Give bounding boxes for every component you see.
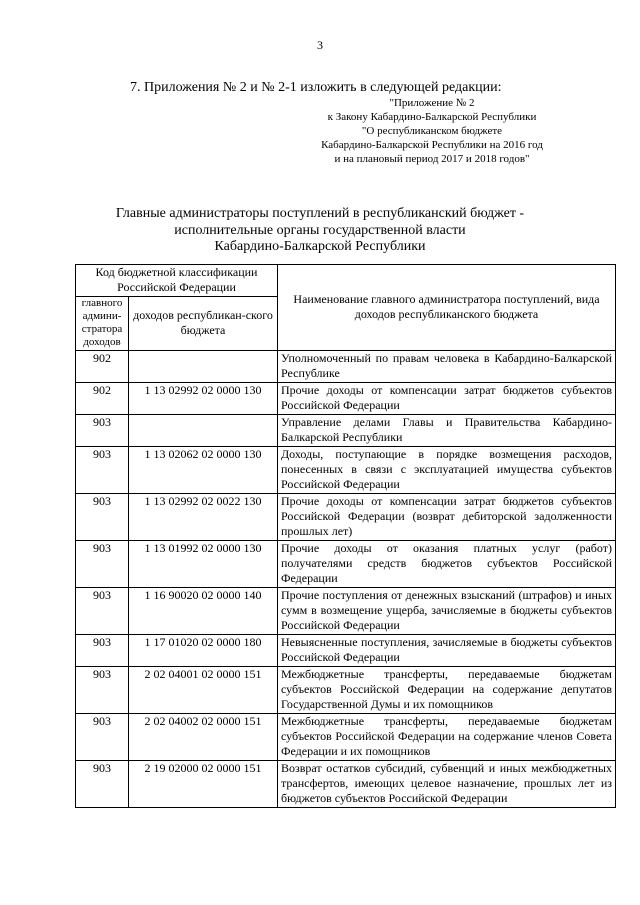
cell-income-code: 2 02 04001 02 0000 151 [129, 667, 278, 714]
header-admin-code: главного админи-стратора доходов [76, 297, 129, 351]
cell-admin-code: 903 [76, 635, 129, 667]
table-row [76, 541, 616, 588]
appendix-line: Кабардино-Балкарской Республики на 2016 год [321, 139, 543, 151]
cell-admin-code: 903 [76, 447, 129, 494]
appendix-line: "О республиканском бюджете [361, 125, 503, 137]
amendment-intro: 7. Приложения № 2 и № 2-1 изложить в следующей редакции: [130, 80, 502, 95]
cell-name: Доходы, поступающие в порядке возмещения расходов, понесенных в связи с эксплуатацией имущества субъектов Российской Федерации [278, 447, 616, 494]
cell-name: Возврат остатков субсидий, субвенций и иных межбюджетных трансфертов, имеющих целевое назначение, прошлых лет из бюджетов субъектов Российской Федерации [278, 761, 616, 808]
cell-income-code: 1 13 02062 02 0000 130 [129, 447, 278, 494]
cell-admin-code: 903 [76, 761, 129, 808]
cell-name: Невыясненные поступления, зачисляемые в бюджеты субъектов Российской Федерации [278, 635, 616, 667]
cell-name: Уполномоченный по правам человека в Кабардино-Балкарской Республике [278, 351, 616, 383]
appendix-header [282, 96, 582, 166]
table-row [76, 383, 616, 415]
cell-admin-code: 903 [76, 541, 129, 588]
cell-income-code: 1 13 02992 02 0000 130 [129, 383, 278, 415]
table-row [76, 761, 616, 808]
cell-name: Прочие доходы от оказания платных услуг (работ) получателями средств бюджетов субъектов Российской Федерации [278, 541, 616, 588]
cell-admin-code: 903 [76, 415, 129, 447]
cell-admin-code: 902 [76, 383, 129, 415]
cell-name: Прочие доходы от компенсации затрат бюджетов субъектов Российской Федерации (возврат дебиторской задолженности прошлых лет) [278, 494, 616, 541]
cell-admin-code: 902 [76, 351, 129, 383]
table-row [76, 667, 616, 714]
header-budget-code: Код бюджетной классификации Российской Федерации [76, 265, 278, 297]
page-number: 3 [317, 38, 323, 52]
cell-income-code: 1 13 02992 02 0022 130 [129, 494, 278, 541]
cell-name: Межбюджетные трансферты, передаваемые бюджетам субъектов Российской Федерации на содержание депутатов Государственной Думы и их помощников [278, 667, 616, 714]
cell-name: Управление делами Главы и Правительства Кабардино-Балкарской Республики [278, 415, 616, 447]
appendix-line: "Приложение № 2 [389, 97, 475, 109]
table-title-line: исполнительные органы государственной власти [174, 222, 466, 238]
table-row [76, 351, 616, 383]
cell-income-code [129, 415, 278, 447]
table-title-line: Кабардино-Балкарской Республики [214, 239, 426, 254]
cell-name: Прочие поступления от денежных взысканий (штрафов) и иных сумм в возмещение ущерба, зачисляемые в бюджеты субъектов Российской Федерации [278, 588, 616, 635]
cell-admin-code: 903 [76, 494, 129, 541]
administrators-table [75, 264, 616, 808]
cell-income-code: 2 19 02000 02 0000 151 [129, 761, 278, 808]
table-row [76, 494, 616, 541]
appendix-line: к Закону Кабардино-Балкарской Республики [327, 111, 537, 123]
cell-income-code: 1 16 90020 02 0000 140 [129, 588, 278, 635]
cell-income-code: 1 13 01992 02 0000 130 [129, 541, 278, 588]
header-income-code: доходов республикан-ского бюджета [129, 297, 278, 351]
cell-name: Межбюджетные трансферты, передаваемые бюджетам субъектов Российской Федерации на содержание членов Совета Федерации и их помощников [278, 714, 616, 761]
cell-income-code [129, 351, 278, 383]
cell-admin-code: 903 [76, 714, 129, 761]
cell-name: Прочие доходы от компенсации затрат бюджетов субъектов Российской Федерации [278, 383, 616, 415]
cell-income-code: 1 17 01020 02 0000 180 [129, 635, 278, 667]
cell-income-code: 2 02 04002 02 0000 151 [129, 714, 278, 761]
header-name: Наименование главного администратора поступлений, вида доходов республиканского бюджета [278, 265, 616, 351]
table-title-line: Главные администраторы поступлений в республиканский бюджет - [115, 206, 525, 221]
table-row [76, 635, 616, 667]
cell-admin-code: 903 [76, 588, 129, 635]
table-row [76, 447, 616, 494]
cell-admin-code: 903 [76, 667, 129, 714]
table-row [76, 588, 616, 635]
table-row [76, 714, 616, 761]
table-row [76, 415, 616, 447]
appendix-line: и на плановый период 2017 и 2018 годов" [334, 153, 530, 165]
table-title [0, 206, 640, 256]
